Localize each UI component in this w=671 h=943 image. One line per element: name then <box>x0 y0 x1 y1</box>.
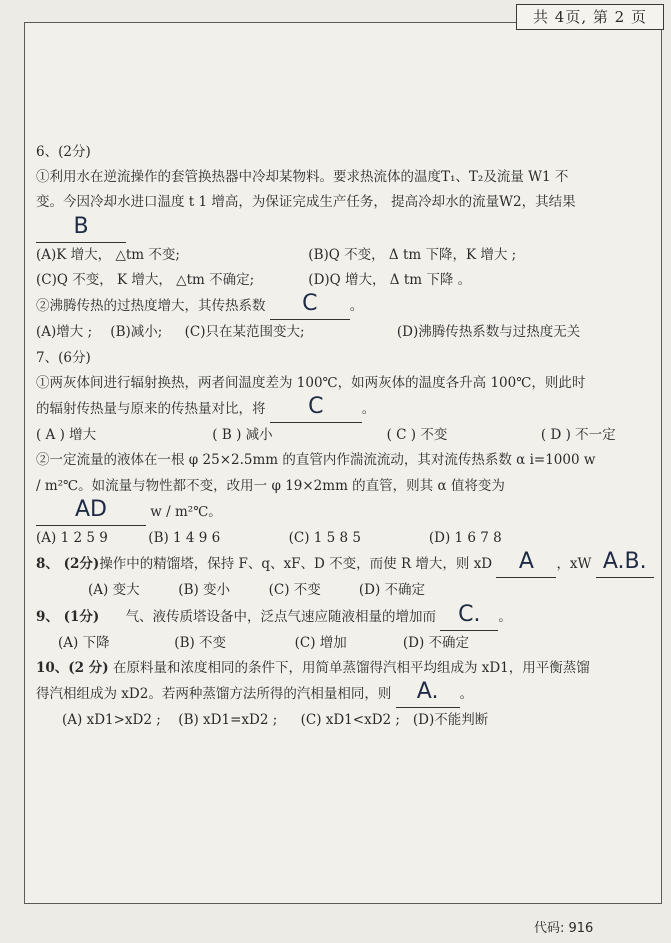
q6-answer1-blank[interactable] <box>36 213 126 243</box>
q6-answer2: C <box>302 291 318 317</box>
q8-option-a: (A) 变大 <box>88 582 140 599</box>
q7-p1-line2: 的辐射传热量与原来的传热量对比，将 <box>36 401 266 418</box>
q6-p1-line1: ①利用水在逆流操作的套管换热器中冷却某物料。要求热流体的温度T₁、T₂及流量 W1 不 <box>36 169 569 186</box>
page-counter: 共 4页, 第 2 页 <box>516 4 664 30</box>
q9-option-b: (B) 不变 <box>174 634 227 651</box>
q10-answer: A. <box>416 679 439 705</box>
q7-option2-c: (C) 1 5 8 5 <box>288 530 361 547</box>
q8-title: 8、 (2分) <box>36 556 100 573</box>
q6-answer1: B <box>73 213 89 239</box>
q6-option1-b: (B)Q 不变， Δ tm 下降，K 增大 ; <box>308 246 517 263</box>
q6-options1-row2 <box>36 268 656 293</box>
q6-p2-line: ②沸腾传热的过热度增大，其传热系数 C 。 <box>36 293 656 320</box>
q6-option1-d: (D)Q 增大， Δ tm 下降 。 <box>308 272 472 289</box>
q9-answer-blank[interactable] <box>440 601 498 631</box>
q7-option1-d: ( D ) 不一定 <box>540 427 616 444</box>
q7-options2-row <box>36 526 656 551</box>
q10-line1-row <box>36 656 656 681</box>
q6-answer1-line <box>36 213 656 243</box>
q9-option-d: (D) 不确定 <box>402 634 470 651</box>
q6-option1-a: (A)K 增大， △tm 不变; <box>36 246 180 263</box>
q7-answer2: AD <box>75 496 107 522</box>
q9-stem: 气、液传质塔设备中，泛点气速应随液相量的增加而 <box>125 608 437 625</box>
q9-stem-row: 9、 (1分) 气、液传质塔设备中，泛点气速应随液相量的增加而 C. 。 <box>36 604 656 631</box>
q10-line1: 在原料量和浓度相同的条件下，用简单蒸馏得汽相平均组成为 xD1，用平衡蒸馏 <box>112 660 590 677</box>
q8-answer-xw-blank[interactable] <box>596 551 654 578</box>
q6-option2-a: (A)增大 ; <box>36 324 93 341</box>
q10-option-c: (C) xD1<xD2 ; <box>300 712 400 729</box>
q6-option2-b: (B)减小; <box>110 324 163 341</box>
q7-option2-b: (B) 1 4 9 6 <box>148 530 221 547</box>
q9-title: 9、 (1分) <box>36 608 100 625</box>
q7-p2-line2: / m²℃。如流量与物性都不变，改用一 φ 19×2mm 的直管，则其 α 值将变为 <box>36 477 505 494</box>
q7-options1-row <box>36 423 656 448</box>
q8-answer-xw: A.B. <box>602 549 647 575</box>
q7-option2-d: (D) 1 6 7 8 <box>428 530 502 547</box>
q7-option1-a: ( A ) 增大 <box>36 427 97 444</box>
q6-option2-d: (D)沸腾传热系数与过热度无关 <box>396 324 581 341</box>
q8-options-row <box>36 578 656 603</box>
q10-option-d: (D)不能判断 <box>412 712 489 729</box>
q6-p1-line2: 变。今因冷却水进口温度 t 1 增高，为保证完成生产任务， 提高冷却水的流量W2，其结果 <box>36 194 576 211</box>
exam-code: 代码: 916 <box>534 921 594 936</box>
q6-answer2-blank[interactable] <box>270 293 350 320</box>
q8-option-d: (D) 不确定 <box>358 582 426 599</box>
q7-option1-c: ( C ) 不变 <box>386 427 448 444</box>
q7-option1-b: ( B ) 减小 <box>212 427 273 444</box>
q10-line2-row: 得汽相组成为 xD2。若两种蒸馏方法所得的汽相量相同，则 A. 。 <box>36 681 656 708</box>
q9-options-row <box>36 631 656 656</box>
q8-answer-xd: A <box>518 549 534 575</box>
q8-option-b: (B) 变小 <box>178 582 231 599</box>
exam-content <box>36 140 656 734</box>
q6-title: 6、(2分) <box>36 144 91 160</box>
q8-stem: 操作中的精馏塔，保持 F、q、xF、D 不变，而使 R 增大，则 xD <box>99 556 493 573</box>
q10-answer-blank[interactable] <box>396 681 460 708</box>
q10-line2: 得汽相组成为 xD2。若两种蒸馏方法所得的汽相量相同，则 <box>36 686 392 703</box>
q9-answer: C. <box>458 601 481 627</box>
q7-title: 7、(6分) <box>36 349 91 366</box>
q6-options2-row <box>36 320 656 345</box>
q7-unit2: w / m²℃。 <box>150 503 222 520</box>
q10-option-a: (A) xD1>xD2 ; <box>62 712 161 729</box>
q6-option2-c: (C)只在某范围变大; <box>184 324 305 341</box>
q9-option-c: (C) 增加 <box>294 634 347 651</box>
q8-answer-xd-blank[interactable] <box>496 551 556 578</box>
q7-answer2-row <box>36 496 656 526</box>
q7-option2-a: (A) 1 2 5 9 <box>36 530 108 547</box>
q10-option-b: (B) xD1=xD2 ; <box>178 712 278 729</box>
q6-options1-row1 <box>36 243 656 268</box>
q6-p2: ②沸腾传热的过热度增大，其传热系数 <box>36 298 266 315</box>
q7-answer1: C <box>308 394 324 420</box>
q7-p1-line2-row: 的辐射传热量与原来的传热量对比，将 C 。 <box>36 396 656 423</box>
q7-answer1-blank[interactable] <box>270 396 362 423</box>
q7-p1-line1: ①两灰体间进行辐射换热，两者间温度差为 100℃，如两灰体的温度各升高 100℃，则此时 <box>36 374 586 391</box>
q7-answer2-blank[interactable] <box>36 496 146 526</box>
q8-option-c: (C) 不变 <box>268 582 321 599</box>
q9-option-a: (A) 下降 <box>58 634 110 651</box>
q7-p2-line1: ②一定流量的液体在一根 φ 25×2.5mm 的直管内作湍流流动，其对流传热系数 α i=1000 w <box>36 452 596 469</box>
q10-title: 10、(2 分) <box>36 660 109 677</box>
q8-stem-row <box>36 551 656 578</box>
q8-xw-label: ，xW <box>556 556 592 573</box>
q10-options-row <box>36 708 656 733</box>
q6-option1-c: (C)Q 不变， K 增大， △tm 不确定; <box>36 272 255 289</box>
